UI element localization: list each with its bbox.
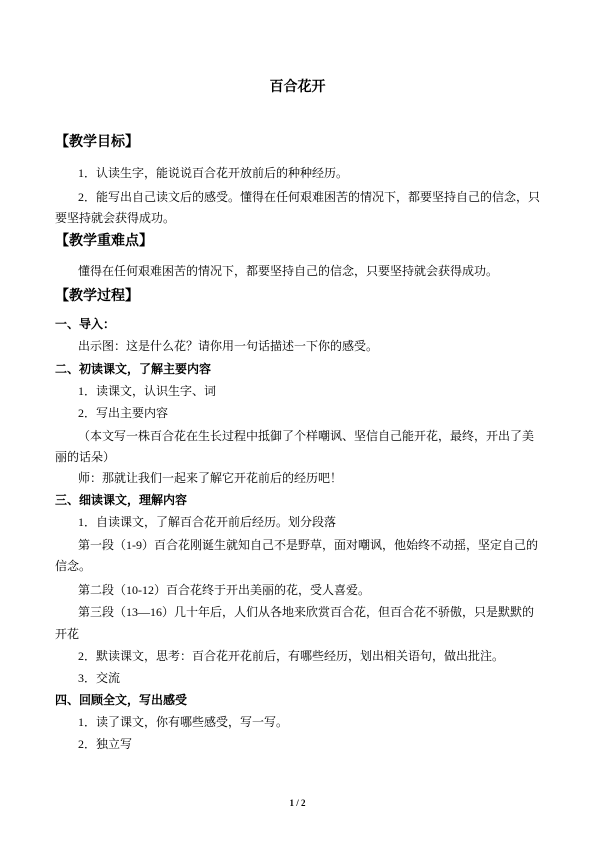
- objective-line: 要坚持就会获得成功。: [55, 211, 176, 225]
- step-line: 第一段（1-9）百合花刚诞生就知自己不是野草，面对嘲讽，他始终不动摇，坚定自己的: [78, 538, 538, 552]
- key-point-line: 懂得在任何艰难困苦的情况下，都要坚持自己的信念，只要坚持就会获得成功。: [78, 264, 499, 278]
- step-heading-review: 四、回顾全文，写出感受: [55, 693, 188, 707]
- step-heading-intro: 一、导入：: [55, 317, 116, 331]
- step-line: 2．独立写: [78, 737, 133, 751]
- section-heading-objectives: 【教学目标】: [55, 135, 139, 150]
- objective-line: 2．能写出自己读文后的感受。懂得在任何艰难困苦的情况下，都要坚持自己的信念，只: [78, 190, 541, 204]
- step-line: 信念。: [55, 559, 92, 573]
- page-number: 1 / 2: [289, 798, 306, 808]
- step-line: 第二段（10-12）百合花终于开出美丽的花，受人喜爱。: [78, 583, 370, 597]
- step-line: 1．自读课文，了解百合花开前后经历。划分段落: [78, 515, 337, 529]
- step-line: 3．交流: [78, 671, 121, 685]
- step-line: 第三段（13—16）几十年后，人们从各地来欣赏百合花，但百合花不骄傲，只是默默的: [78, 605, 535, 619]
- step-line: 2．默读课文，思考：百合花开花前后，有哪些经历，划出相关语句，做出批注。: [78, 649, 505, 663]
- section-heading-process: 【教学过程】: [55, 289, 139, 304]
- step-line: 2．写出主要内容: [78, 406, 169, 420]
- step-line: 1．读课文，认识生字、词: [78, 384, 217, 398]
- section-heading-key-points: 【教学重难点】: [55, 234, 153, 249]
- step-heading-first-reading: 二、初读课文，了解主要内容: [55, 362, 212, 376]
- step-line: 开花: [55, 627, 80, 641]
- step-line: 1．读了课文，你有哪些感受，写一写。: [78, 715, 289, 729]
- objective-line: 1．认读生字，能说说百合花开放前后的种种经历。: [78, 166, 349, 180]
- step-line: 出示图：这是什么花？请你用一句话描述一下你的感受。: [78, 339, 379, 353]
- page-title: 百合花开: [269, 80, 326, 95]
- step-line: 丽的话朵）: [55, 450, 116, 464]
- step-line: 师：那就让我们一起来了解它开花前后的经历吧！: [78, 471, 343, 485]
- step-line: （本文写一株百合花在生长过程中抵御了个样嘲讽、坚信自己能开花，最终，开出了美: [78, 429, 535, 443]
- step-heading-close-reading: 三、细读课文，理解内容: [55, 493, 188, 507]
